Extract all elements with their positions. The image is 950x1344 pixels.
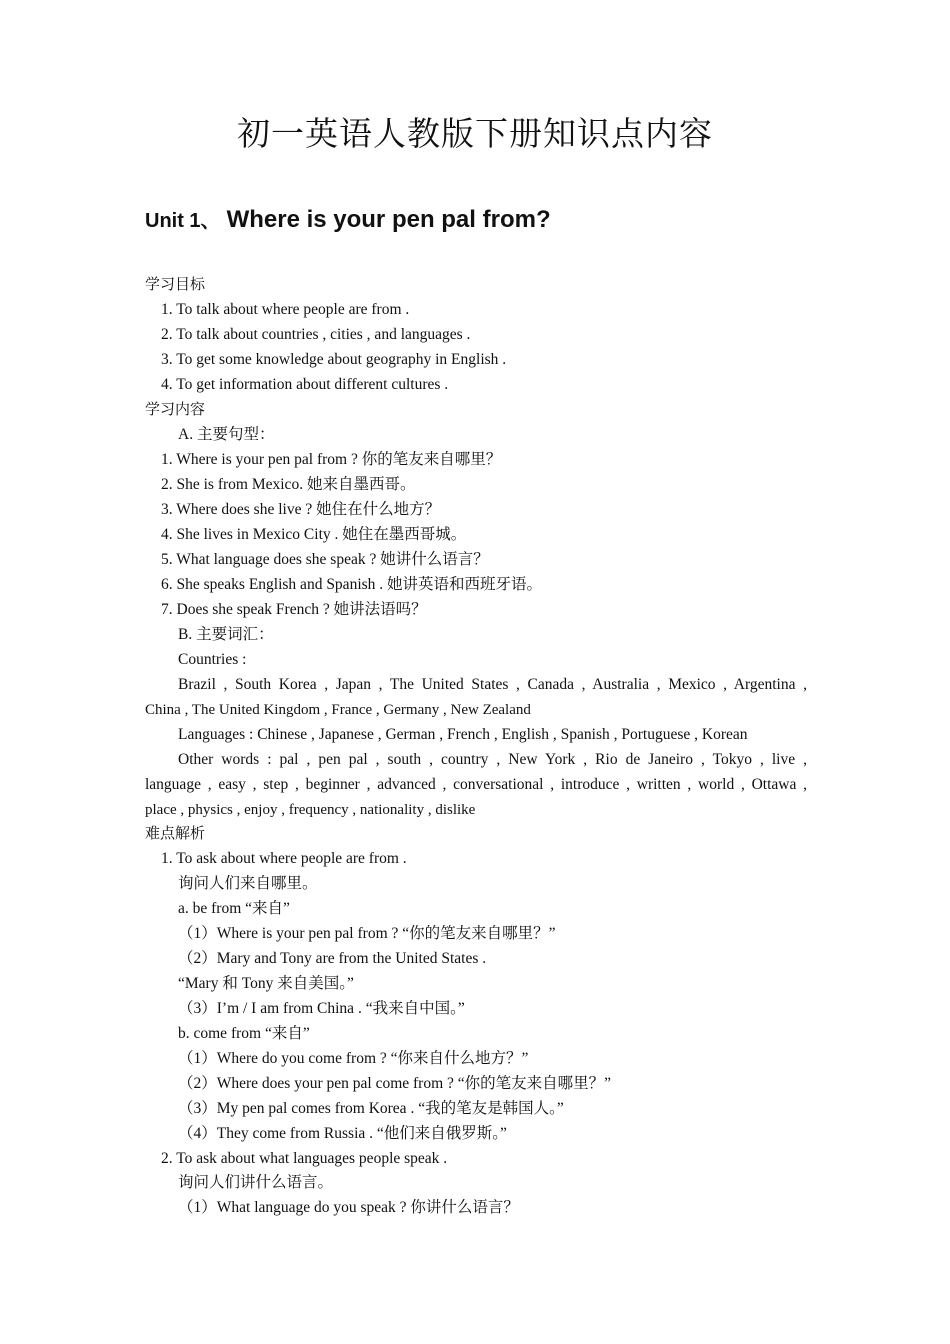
sentence-item: 2. She is from Mexico. 她来自墨西哥。 bbox=[161, 476, 416, 493]
goal-item: 3. To get some knowledge about geography in English . bbox=[161, 351, 507, 368]
example-item: （1）What language do you speak ? 你讲什么语言？ bbox=[178, 1199, 519, 1216]
sentence-item: 5. What language does she speak ? 她讲什么语言？ bbox=[161, 551, 489, 568]
example-item: “Mary 和 Tony 来自美国。” bbox=[178, 975, 354, 992]
languages-line: Languages : Chinese , Japanese , German , French , English , Spanish , Portuguese , Korean bbox=[178, 726, 748, 743]
goal-item: 2. To talk about countries , cities , and languages . bbox=[161, 326, 471, 343]
other-words-line: place , physics , enjoy , frequency , nationality , dislike bbox=[145, 802, 476, 818]
example-item: （2）Mary and Tony are from the United States . bbox=[178, 950, 487, 967]
point-heading: 1. To ask about where people are from . bbox=[161, 850, 407, 867]
other-words-line: language , easy , step , beginner , advanced , conversational , introduce , written , world , Ottawa , bbox=[145, 776, 807, 793]
content-heading: 学习内容 bbox=[145, 402, 206, 418]
countries-label: Countries : bbox=[178, 651, 247, 668]
example-item: （1）Where do you come from ? “你来自什么地方？” bbox=[178, 1050, 529, 1067]
countries-line: Brazil , South Korea , Japan , The United States , Canada , Australia , Mexico , Argentina , bbox=[178, 676, 807, 693]
point-heading: 2. To ask about what languages people speak . bbox=[161, 1150, 448, 1167]
sentence-item: 4. She lives in Mexico City . 她住在墨西哥城。 bbox=[161, 526, 467, 543]
goal-item: 1. To talk about where people are from . bbox=[161, 301, 410, 318]
unit-label: Unit 1、 bbox=[145, 210, 221, 232]
subpoint-label: b. come from “来自” bbox=[178, 1025, 310, 1042]
sentence-item: 1. Where is your pen pal from ? 你的笔友来自哪里？ bbox=[161, 451, 502, 468]
subpoint-label: a. be from “来自” bbox=[178, 900, 290, 917]
sentence-patterns-heading: A. 主要句型： bbox=[178, 426, 275, 443]
example-item: （3）I’m / I am from China . “我来自中国。” bbox=[178, 1000, 465, 1017]
sentence-item: 3. Where does she live ? 她住在什么地方？ bbox=[161, 501, 441, 518]
difficulty-heading: 难点解析 bbox=[145, 826, 206, 842]
sentence-item: 6. She speaks English and Spanish . 她讲英语和西班牙语。 bbox=[161, 576, 543, 593]
page-title: 初一英语人教版下册知识点内容 bbox=[237, 114, 713, 153]
point-translation: 询问人们讲什么语言。 bbox=[178, 1174, 334, 1191]
example-item: （1）Where is your pen pal from ? “你的笔友来自哪里？” bbox=[178, 925, 556, 942]
goal-item: 4. To get information about different cultures . bbox=[161, 376, 449, 393]
unit-heading bbox=[145, 204, 551, 234]
example-item: （4）They come from Russia . “他们来自俄罗斯。” bbox=[178, 1125, 507, 1142]
countries-line: China , The United Kingdom , France , Germany , New Zealand bbox=[145, 702, 531, 718]
point-translation: 询问人们来自哪里。 bbox=[178, 875, 318, 892]
example-item: （2）Where does your pen pal come from ? “你的笔友来自哪里？” bbox=[178, 1075, 612, 1092]
unit-title: Where is your pen pal from? bbox=[226, 206, 551, 233]
other-words-line: Other words : pal , pen pal , south , country , New York , Rio de Janeiro , Tokyo , live , bbox=[178, 751, 807, 768]
example-item: （3）My pen pal comes from Korea . “我的笔友是韩国人。” bbox=[178, 1100, 564, 1117]
goals-heading: 学习目标 bbox=[145, 277, 206, 293]
vocabulary-heading: B. 主要词汇： bbox=[178, 626, 274, 643]
sentence-item: 7. Does she speak French ? 她讲法语吗？ bbox=[161, 601, 427, 618]
